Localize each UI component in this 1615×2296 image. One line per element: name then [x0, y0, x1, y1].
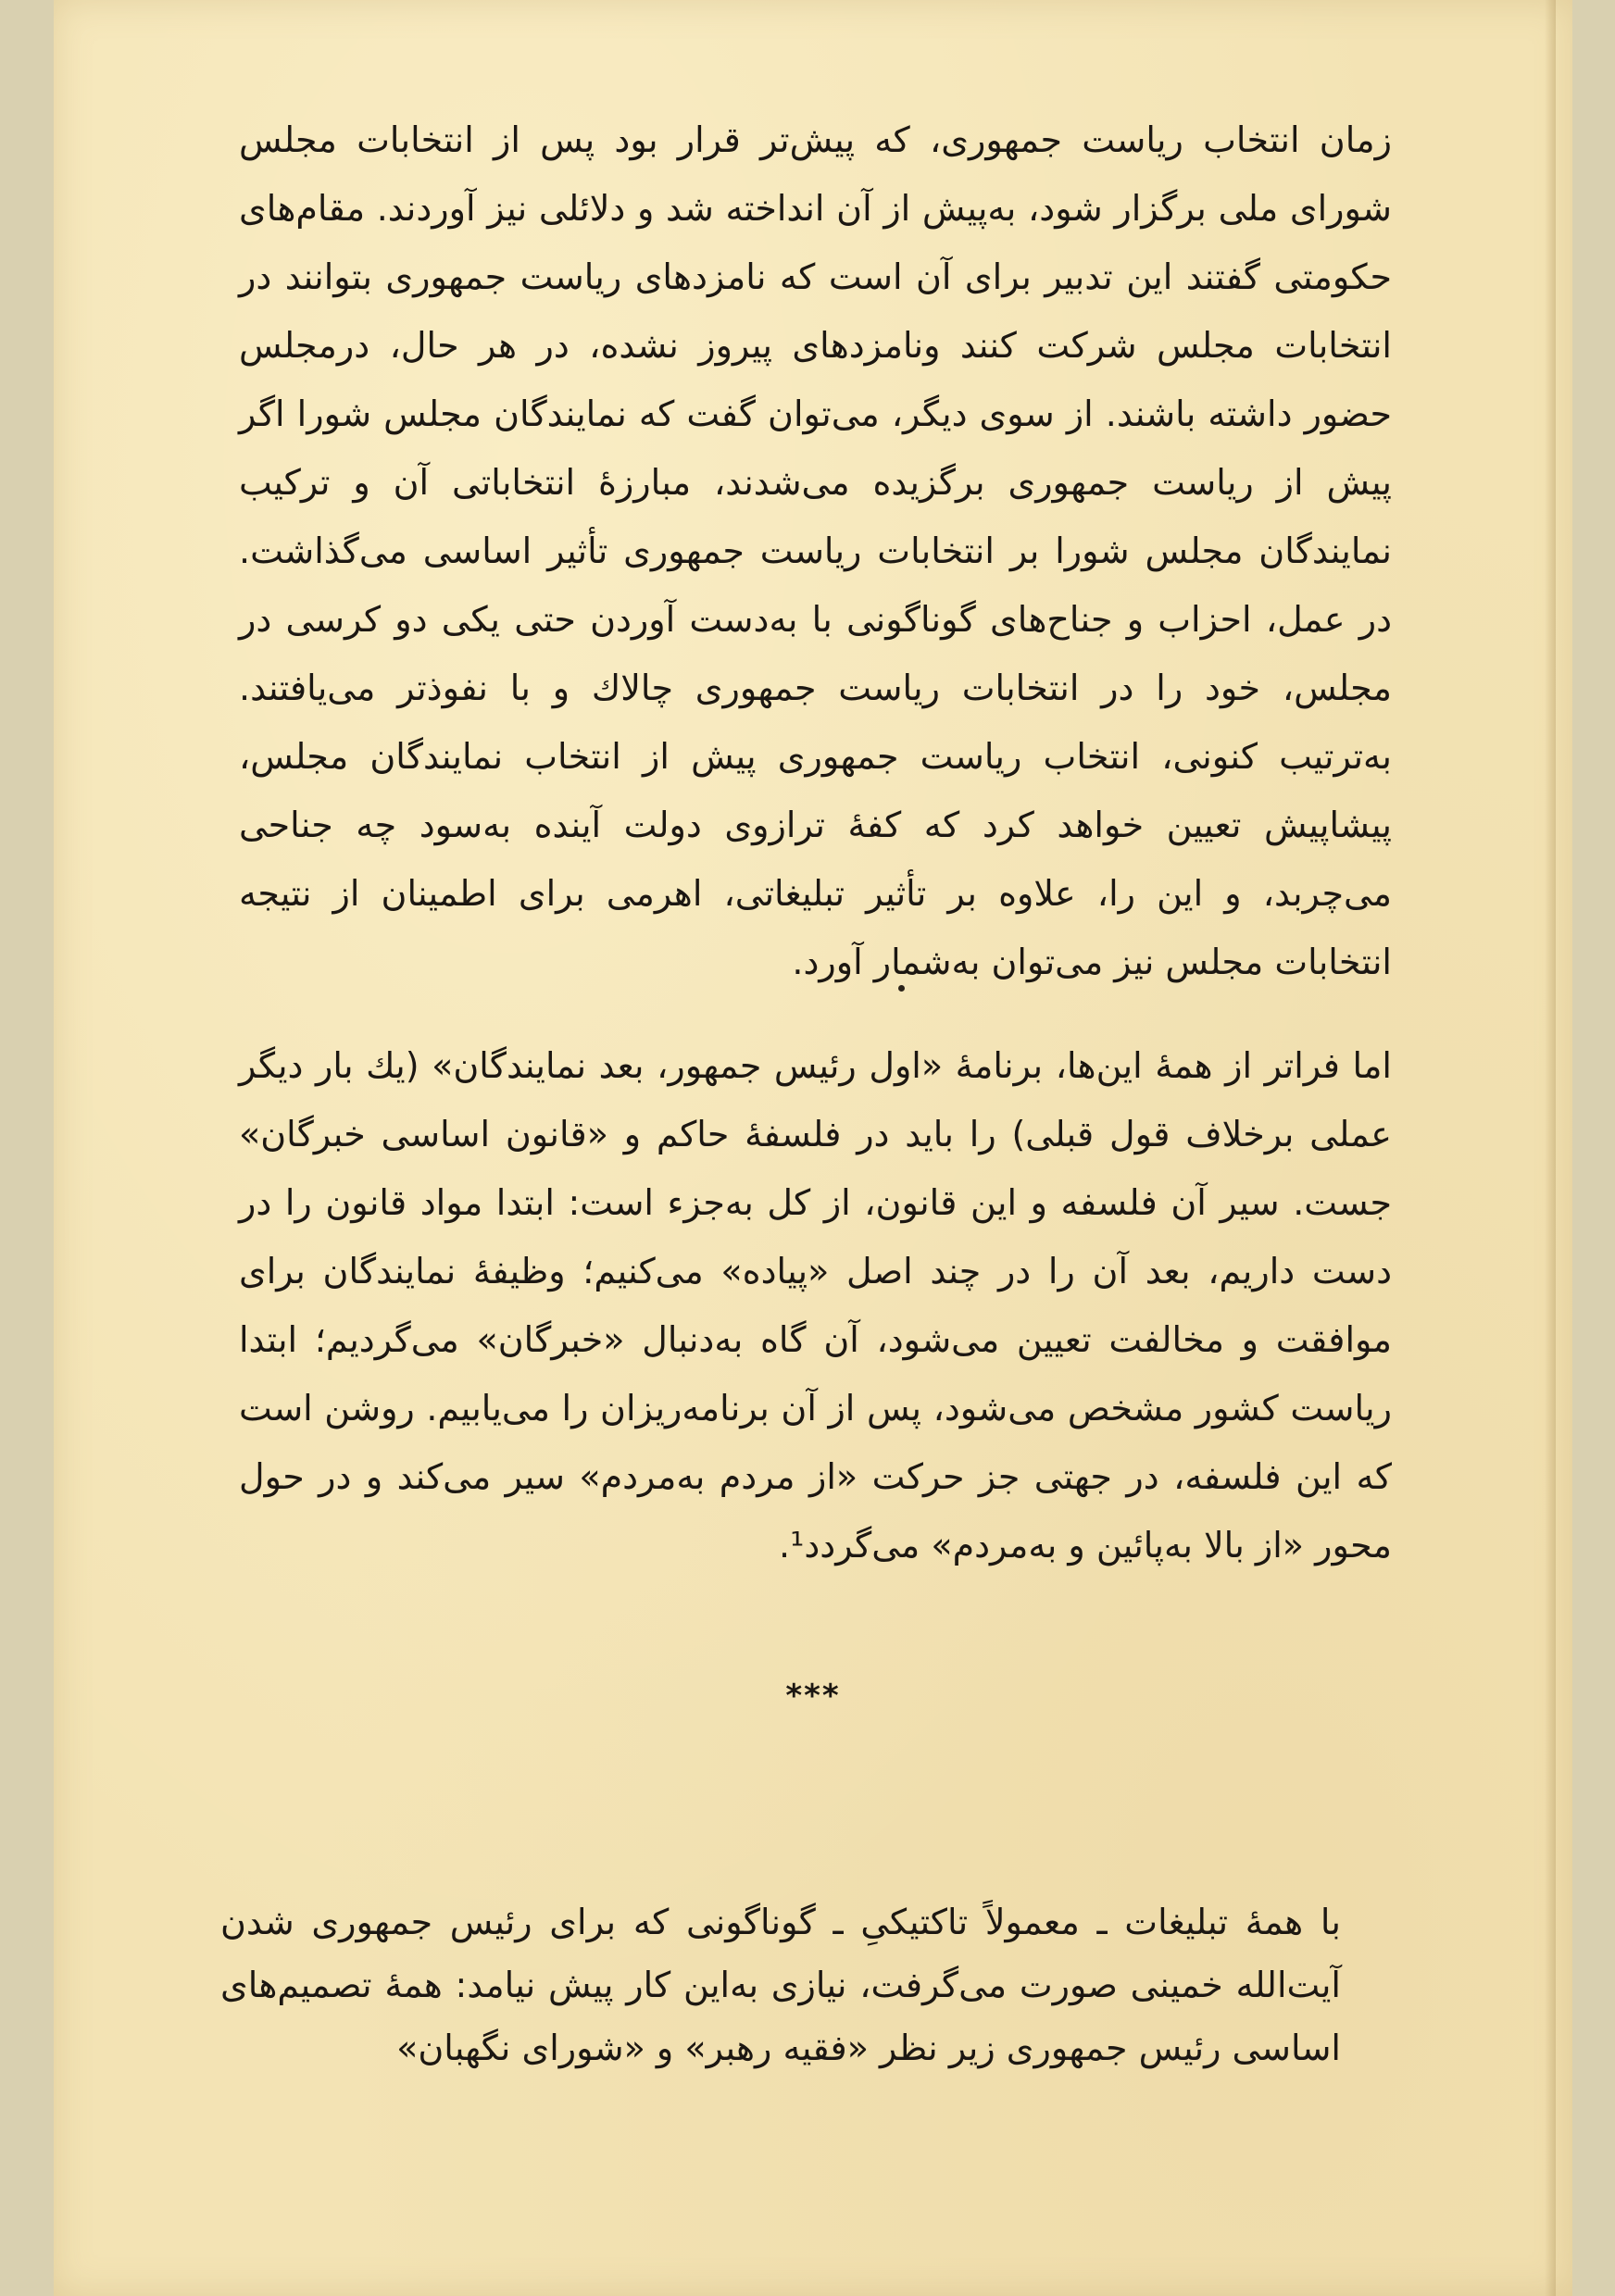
page-edge — [1545, 0, 1556, 2296]
book-page — [54, 0, 1572, 2296]
paragraph-text: با همهٔ تبلیغات ـ معمولاً تاکتیکیِ ـ گوناگونی که برای رئیس جمهوری شدن آیت‌الله خمینی صورت می‌گرفت، نیازی به‌این کار پیش نیامد: همهٔ تصمیم‌های اساسی رئیس جمهوری زیر نظر «فقیه رهبر» و «شورای نگهبان» — [220, 1902, 1341, 2068]
section-separator: *** — [785, 1678, 841, 1715]
paragraph-khomeini-propaganda — [220, 1890, 1341, 2079]
paragraph-presidential-election-timing — [239, 106, 1392, 996]
paragraph-text: زمان انتخاب ریاست جمهوری، که پیش‌تر قرار بود پس از انتخابات مجلس شورای ملی برگزار شود، به‌پیش از آن انداخته شد و دلائلی نیز آوردند. مقام‌های حکومتی گفتند این تدبیر برای آن است که نامزدهای ریاست جمهوری بتوانند در انتخابات مجلس شرکت کنند ونامزدهای پیروز نشده، در هر حال، درمجلس حضور داشته باشند. از سوی دیگر، می‌توان گفت که نمایندگان مجلس شورا اگر پیش از ریاست جمهوری برگزیده می‌شدند، مبارزهٔ انتخاباتی آن و ترکیب نمایندگان مجلس شورا بر انتخابات ریاست جمهوری تأثیر اساسی می‌گذاشت. در عمل، احزاب و جناح‌های گوناگونی با به‌دست آوردن حتی یکی دو کرسی در مجلس، خود را در انتخابات ریاست جمهوری چالاك و با نفوذتر می‌یافتند. به‌ترتیب کنونی، انتخاب ریاست جمهوری پیش از انتخاب نمایندگان مجلس، پیشاپیش تعیین خواهد کرد که کفهٔ ترازوی دولت آینده به‌سود چه جناحی می‌چربد، و این را، علاوه بر تأثیر تبلیغاتی، اهرمی برای اطمینان از نتیجه انتخابات مجلس نیز می‌توان به‌شمار آورد. — [239, 119, 1392, 982]
ink-speck — [898, 985, 905, 992]
paragraph-text: اما فراتر از همهٔ این‌ها، برنامهٔ «اول رئیس جمهور، بعد نمایندگان» (یك بار دیگر عملی برخلاف قول قبلی) را باید در فلسفهٔ حاکم و «قانون اساسی خبرگان» جست. سیر آن فلسفه و این قانون، از کل به‌جزء است: ابتدا مواد قانون را در دست داریم، بعد آن را در چند اصل «پیاده» می‌کنیم؛ وظیفهٔ نمایندگان برای موافقت و مخالفت تعیین می‌شود، آن گاه به‌دنبال «خبرگان» می‌گردیم؛ ابتدا ریاست کشور مشخص می‌شود، پس از آن برنامه‌ریزان را می‌یابیم. روشن است که این فلسفه، در جهتی جز حرکت «از مردم به‌مردم» سیر می‌کند و در حول محور «از بالا به‌پائین و به‌مردم» می‌گردد¹. — [239, 1045, 1392, 1566]
paragraph-experts-constitution — [239, 1031, 1392, 1579]
